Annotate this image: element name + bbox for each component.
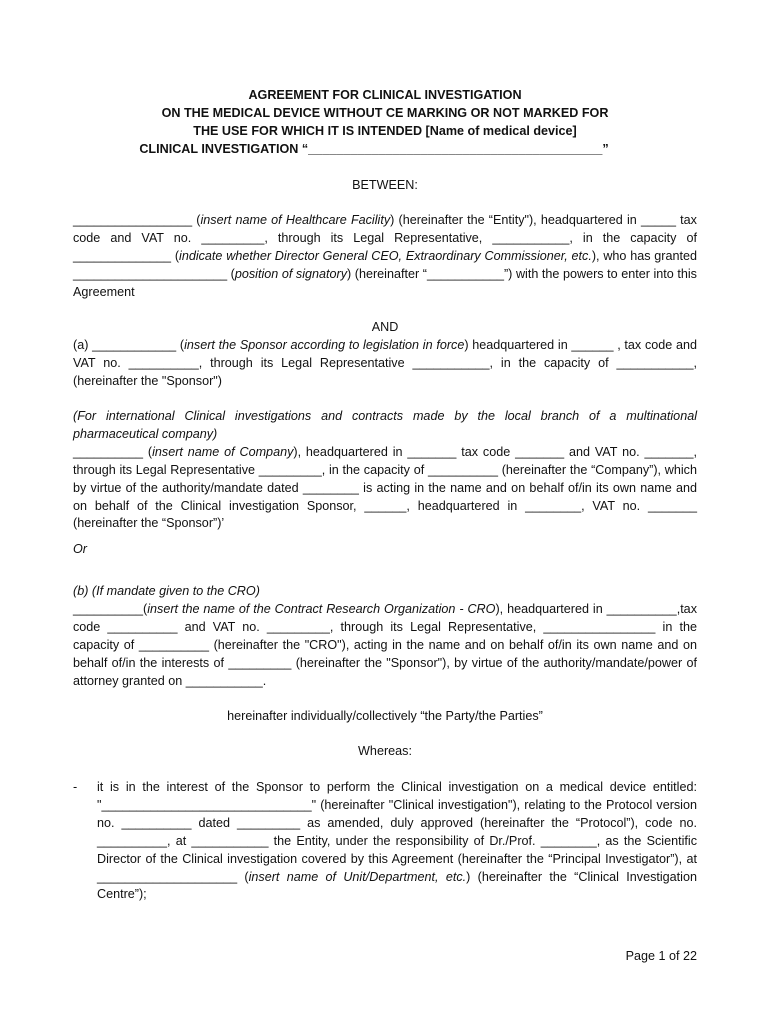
bullet-text-2: ) (hereinafter the “Clinical Investigation Centre”); bbox=[97, 869, 697, 902]
title-line-1: AGREEMENT FOR CLINICAL INVESTIGATION bbox=[248, 88, 522, 102]
entity-text-1: (hereinafter the “Entity"), headquartered in _____ tax code and VAT no. _________, through its Legal Representative, ___________, in the capacity of ______________ ( bbox=[73, 213, 697, 263]
entity-paragraph: _________________ (insert name of Healthcare Facility) (hereinafter the “Entity"), headquartered in _____ tax code and VAT no. _________, through its Legal Representative, ___________, in the capacity of ______________ (indicate whether Director General CEO, Extraordinary Commissioner, etc.), who has granted ______________________ (position of signatory) (hereinafter “___________”) with the powers to enter into this Agreement bbox=[73, 213, 697, 299]
page-number: Page 1 of 22 bbox=[625, 949, 697, 963]
cro-text-2: ), headquartered in __________,tax code __________ and VAT no. _________, through its Legal Representative, ________________ in the capacity of __________ (hereinafter the "CRO"), acting in the name and on behalf of/in its own name and on behalf of/in the interests of _________ (hereinafter the "Sponsor"), by virtue of the authority/mandate/power of attorney granted on ___________. bbox=[73, 601, 697, 688]
sponsor-text-1: (a) ____________ ( bbox=[73, 338, 185, 352]
bullet-insert-note: insert name of Unit/Department, etc. bbox=[248, 869, 467, 884]
international-text-1: __________ ( bbox=[73, 444, 153, 459]
bullet-dash: - bbox=[73, 780, 78, 794]
international-text-2: ), headquartered in _______ tax code _______ and VAT no. _______, through its Legal Representative _________, in the capacity of __________ (hereinafter the “Company”), which by virtue of the authority/mandate dated ________ is acting in the name and on behalf of/in its own name and on behalf of the Clinical investigation Sponsor, ______, headquartered in ________, VAT no. _______ (hereinafter the “Sponsor”)’ bbox=[73, 444, 697, 531]
parties-line: hereinafter individually/collectively “the Party/the Parties” bbox=[227, 709, 543, 723]
cro-text-1: __________( bbox=[73, 601, 148, 616]
sponsor-paragraph bbox=[73, 337, 697, 391]
entity-position-note: position of signatory bbox=[234, 266, 348, 281]
whereas-bullet-paragraph bbox=[97, 779, 697, 904]
cro-heading: (b) (If mandate given to the CRO) bbox=[73, 584, 260, 598]
entity-text-2: ), who has granted ______________________ ( bbox=[73, 248, 697, 281]
sponsor-text-2: ) headquartered in ______ , tax code and VAT no. __________, through its Legal Representative ___________, in the capacity of ___________, (hereinafter the "Sponsor") bbox=[73, 338, 697, 388]
title-line-3: THE USE FOR WHICH IT IS INTENDED [Name of medical device] bbox=[193, 123, 577, 138]
title-line-4: CLINICAL INVESTIGATION “__________________________________________” bbox=[139, 141, 609, 156]
cro-paragraph bbox=[73, 583, 697, 690]
entity-blank: _________________ bbox=[73, 213, 193, 227]
between-label: BETWEEN: bbox=[352, 178, 418, 192]
international-heading: (For international Clinical investigations and contracts made by the local branch of a multinational pharmaceutical company) bbox=[73, 409, 697, 441]
international-paragraph bbox=[73, 408, 697, 533]
entity-insert-note: insert name of Healthcare Facility bbox=[200, 213, 391, 227]
whereas-label: Whereas: bbox=[358, 744, 412, 758]
international-insert-note: insert name of Company bbox=[152, 444, 294, 459]
or-label bbox=[73, 541, 697, 559]
bullet-text-1: it is in the interest of the Sponsor to perform the Clinical investigation on a medical device entitled: "______________________________" (hereinafter "Clinical investigation"), relating to the Protocol version no. __________ dated _________ as amended, duly approved (hereinafter the “Protocol”), code no. __________, at ___________ the Entity, under the responsibility of Dr./Prof. ________, as the Scientific Director of the Clinical investigation covered by this Agreement (hereinafter the “Principal Investigator”), at ____________________ ( bbox=[97, 780, 697, 884]
entity-text-3: ) (hereinafter “___________”) with the powers to enter into this Agreement bbox=[73, 266, 697, 299]
title-line-2: ON THE MEDICAL DEVICE WITHOUT CE MARKING OR NOT MARKED FOR bbox=[161, 105, 609, 120]
sponsor-insert-note: insert the Sponsor according to legislation in force bbox=[184, 338, 465, 352]
cro-insert-note: insert the name of the Contract Research Organization - CRO bbox=[147, 601, 496, 616]
or-text: Or bbox=[73, 542, 87, 556]
agreement-title bbox=[73, 87, 697, 159]
and-label: AND bbox=[371, 320, 399, 334]
entity-director-note: indicate whether Director General CEO, Extraordinary Commissioner, etc. bbox=[179, 248, 592, 263]
